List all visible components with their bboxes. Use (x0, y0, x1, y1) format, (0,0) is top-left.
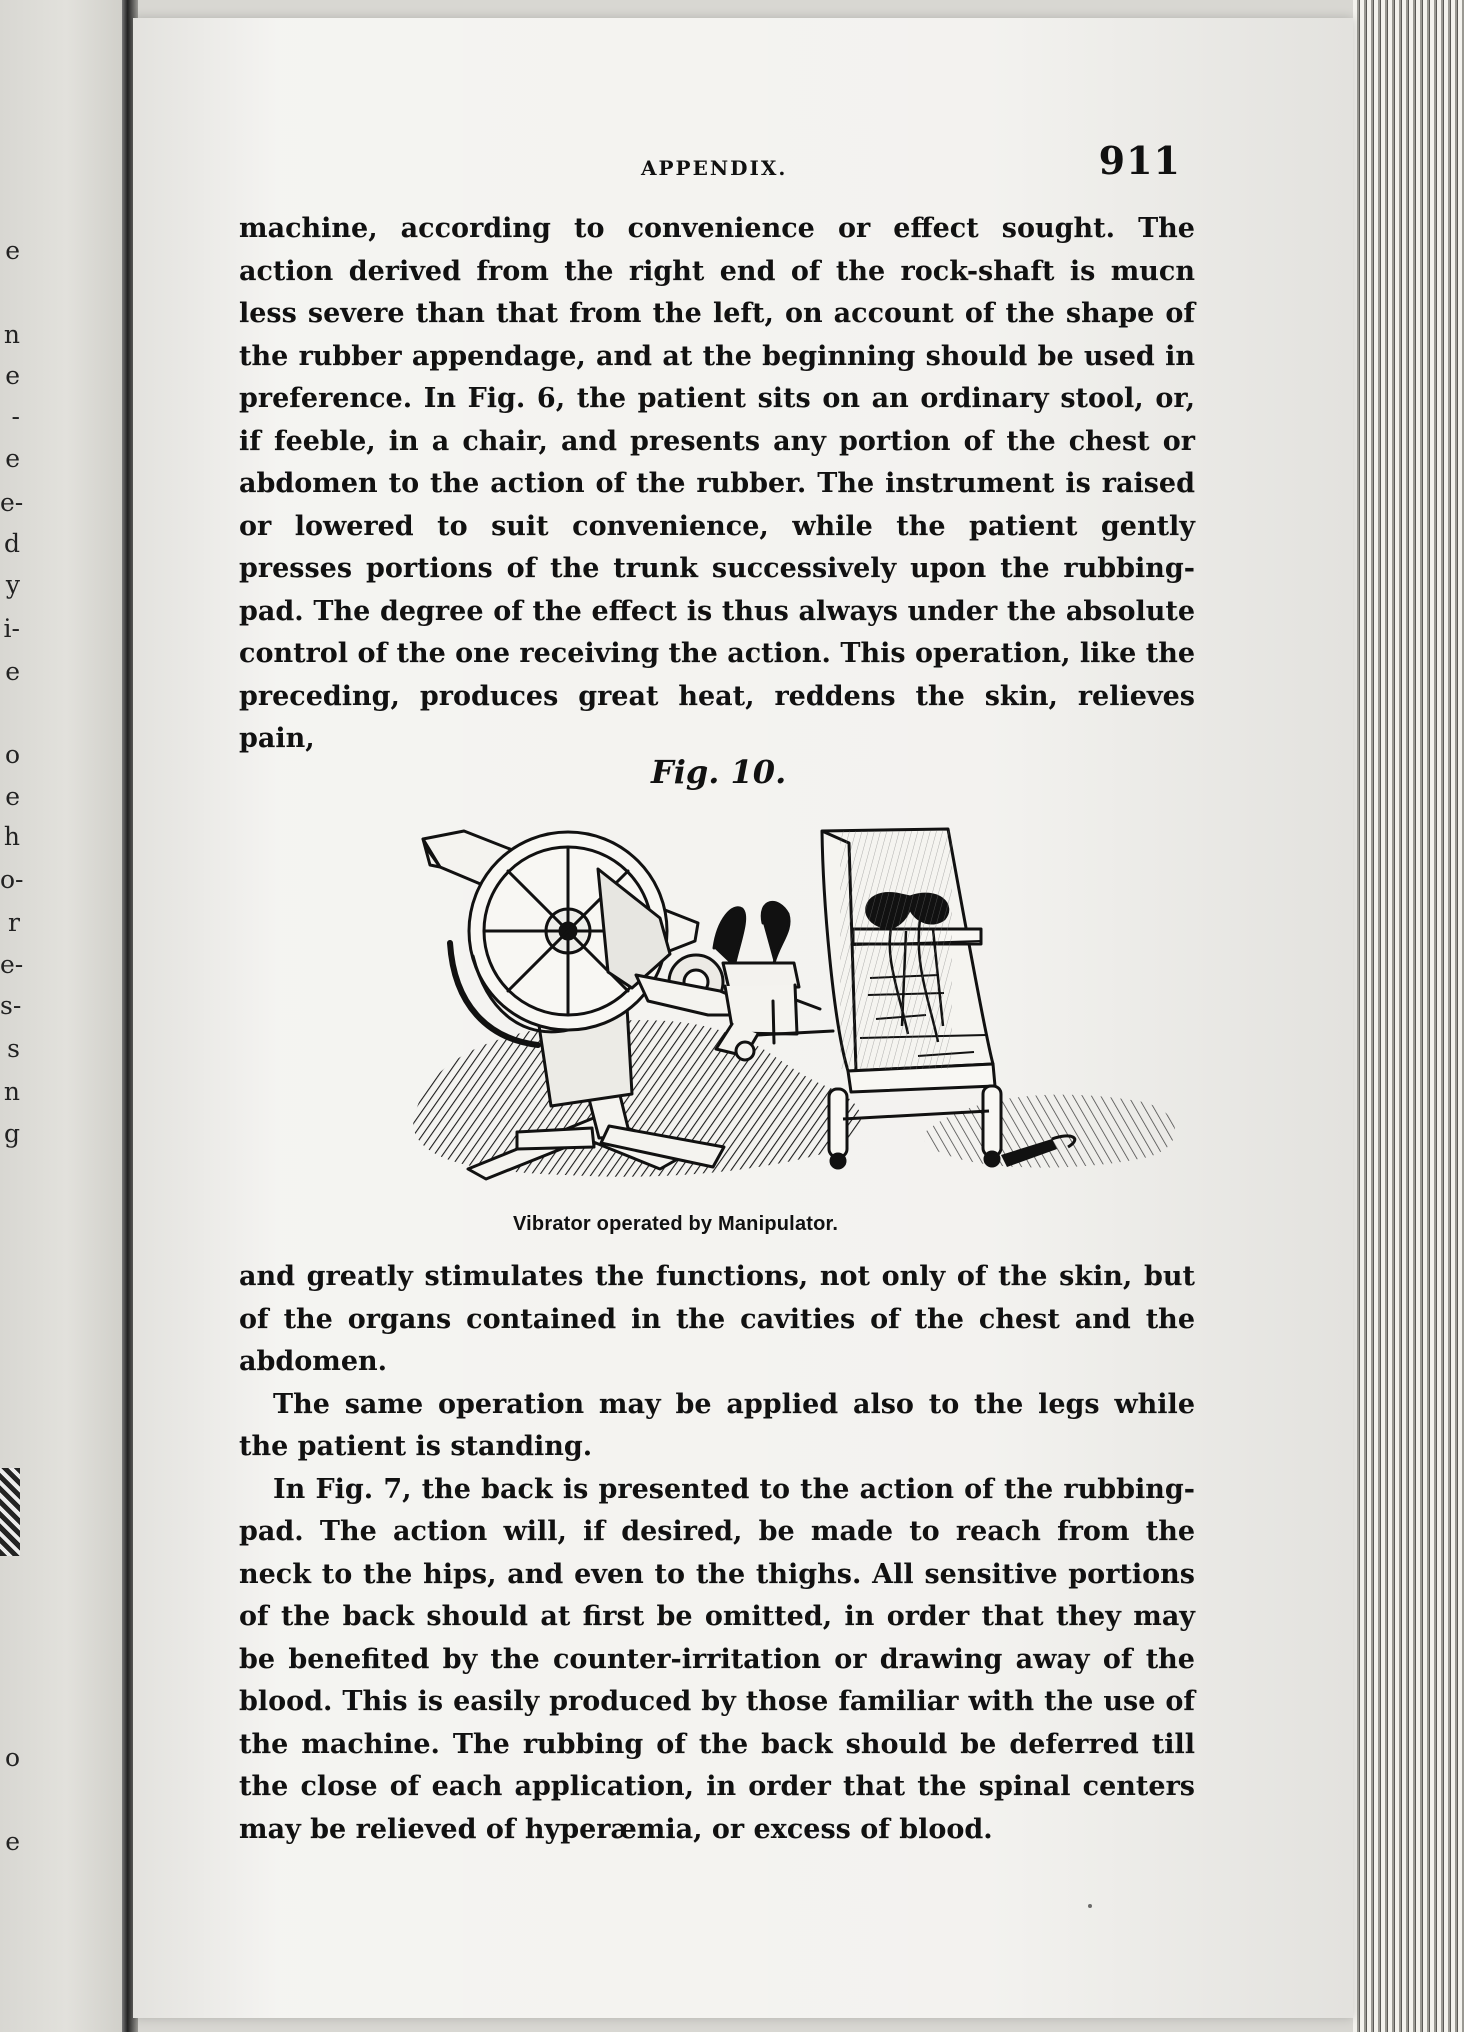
paper-speck (1088, 1904, 1092, 1908)
left-page-fragment: e (5, 657, 20, 686)
paragraph-legs: The same operation may be applied also to the legs while the patient is standing. (239, 1388, 1195, 1462)
running-header: APPENDIX. (641, 156, 788, 180)
left-page-fragment: i- (3, 614, 20, 643)
left-page-fragment: e (5, 361, 20, 390)
paragraph-before-figure: machine, according to convenience or effect sought. The action derived from the right end of the rock-shaft is mucn less severe than that from the left, on account of the shape of the rubber appendage, and at the beginning should be used in preference. In Fig. 6, the patient sits on an ordinary stool, or, if feeble, in a chair, and presents any portion of the chest or abdomen to the action of the rubber. The instrument is raised or lowered to suit convenience, while the patient gently presses portions of the trunk successively upon the rubbing-pad. The degree of the effect is thus always under the absolute control of the one receiving the action. This operation, like the preceding, produces great heat, reddens the skin, relieves pain, (239, 213, 1195, 754)
text-after-figure (239, 1256, 1195, 1851)
left-page-fragment: - (11, 402, 20, 431)
left-page-fragment: h (3, 822, 20, 851)
left-page-fragment: e (5, 444, 20, 473)
figure-label: Fig. 10. (651, 753, 787, 791)
left-page-fragment: e (5, 782, 20, 811)
left-page-fragment: d (3, 529, 20, 558)
left-page-fragment: r (8, 908, 20, 937)
left-page-fragment: s- (0, 991, 22, 1020)
page-header (133, 138, 1353, 188)
left-page-fragment: o (4, 740, 20, 769)
left-page-fragment: n (3, 1077, 20, 1106)
previous-page-edge (0, 0, 128, 2032)
left-page-fragment: e- (0, 950, 24, 979)
paragraph-after-figure: and greatly stimulates the functions, not only of the skin, but of the organs contained in the cavities of the chest and the abdomen. (239, 1261, 1195, 1377)
figure-caption: Vibrator operated by Manipulator. (513, 1213, 839, 1235)
left-page-fragment: o (4, 1743, 20, 1772)
left-page-fragment: o- (0, 865, 24, 894)
paragraph-back: In Fig. 7, the back is presented to the action of the rubbing-pad. The action will, if desired, be made to reach from the neck to the hips, and even to the thighs. All sensitive portions of the back should at first be omitted, in order that they may be benefited by the counter-irritation or drawing away of the blood. This is easily produced by those familiar with the use of the machine. The rubbing of the back should be deferred till the close of each application, in order that the spinal centers may be relieved of hyperæmia, or excess of blood. (239, 1473, 1195, 1845)
left-page-fragment: g (3, 1119, 20, 1148)
page-number: 911 (1098, 138, 1181, 183)
left-page-fragment: e (5, 1827, 20, 1856)
text-before-figure (239, 208, 1195, 761)
vibrator-machine-illustration (348, 801, 1198, 1221)
left-page-fragment: e- (0, 488, 24, 517)
left-page-fragment: e (5, 236, 20, 265)
left-page-fragment: n (3, 320, 20, 349)
book-right-edge (1353, 0, 1464, 2032)
left-page-fragment: s (7, 1034, 20, 1063)
left-page-fragment: y (5, 570, 20, 599)
left-page-ornament (0, 1468, 20, 1556)
book-page (133, 18, 1353, 2018)
